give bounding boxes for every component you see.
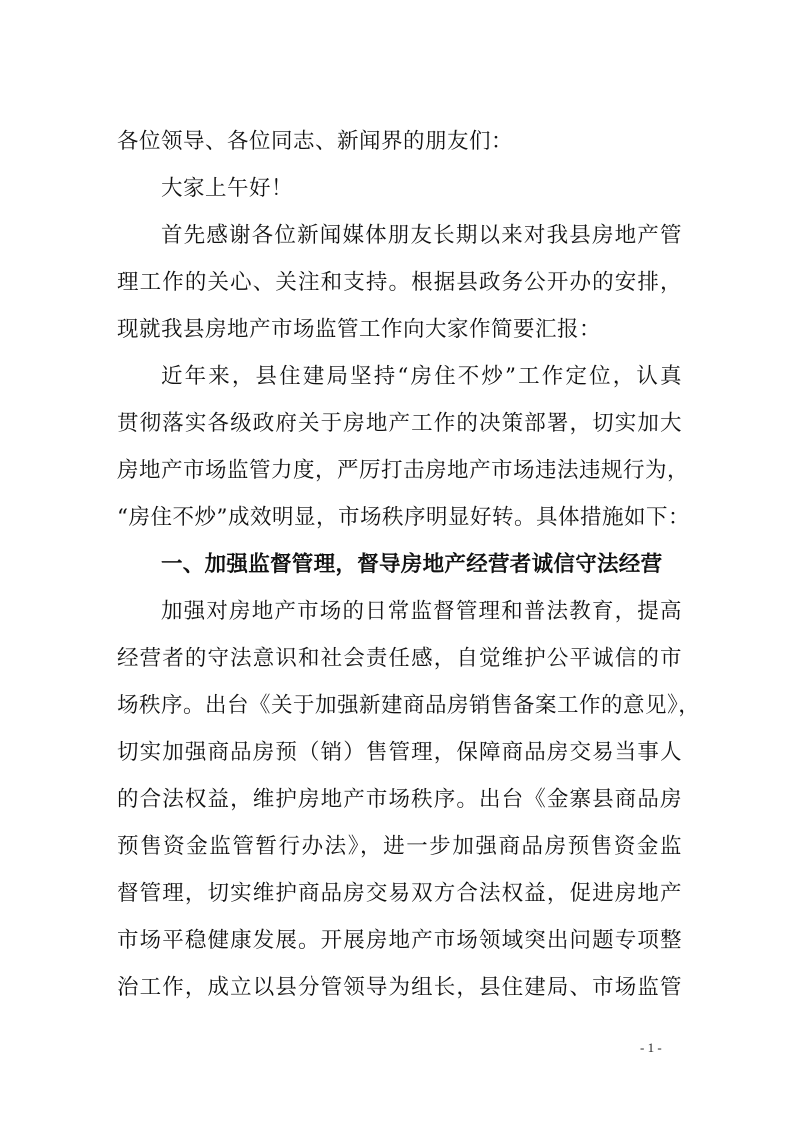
paragraph-line: 现就我县房地产市场监管工作向大家作简要汇报：	[117, 317, 602, 342]
paragraph-line: 首先感谢各位新闻媒体朋友长期以来对我县房地产管	[161, 223, 682, 248]
paragraph-line: 市场平稳健康发展。开展房地产市场领域突出问题专项整	[117, 928, 682, 953]
greeting-line: 大家上午好！	[161, 176, 294, 201]
paragraph-line: 房地产市场监管力度，严厉打击房地产市场违法违规行为，	[117, 458, 690, 483]
paragraph-line: 近年来，县住建局坚持“房住不炒”工作定位，认真	[161, 364, 682, 389]
paragraph-line: 切实加强商品房预（销）售管理，保障商品房交易当事人	[117, 740, 682, 765]
document-body	[117, 118, 701, 1011]
paragraph-line: “房住不炒”成效明显，市场秩序明显好转。具体措施如下：	[117, 505, 690, 530]
paragraph-line: 预售资金监管暂行办法》，进一步加强商品房预售资金监	[117, 834, 682, 859]
paragraph-line: 的合法权益，维护房地产市场秩序。出台《金寨县商品房	[117, 787, 682, 812]
section-heading: 一、加强监督管理，督导房地产经营者诚信守法经营	[161, 552, 663, 577]
paragraph-line: 经营者的守法意识和社会责任感，自觉维护公平诚信的市	[117, 646, 682, 671]
paragraph-line: 加强对房地产市场的日常监督管理和普法教育，提高	[161, 599, 682, 624]
paragraph-line: 督管理，切实维护商品房交易双方合法权益，促进房地产	[117, 881, 682, 906]
paragraph-line: 治工作，成立以县分管领导为组长，县住建局、市场监管	[117, 975, 682, 1000]
paragraph-line: 理工作的关心、关注和支持。根据县政务公开办的安排，	[117, 270, 682, 295]
salutation-line: 各位领导、各位同志、新闻界的朋友们：	[117, 129, 514, 154]
paragraph-line: 贯彻落实各级政府关于房地产工作的决策部署，切实加大	[117, 411, 682, 436]
page-number: - 1 -	[640, 1040, 662, 1055]
paragraph-line: 场秩序。出台《关于加强新建商品房销售备案工作的意见》，	[117, 693, 701, 718]
